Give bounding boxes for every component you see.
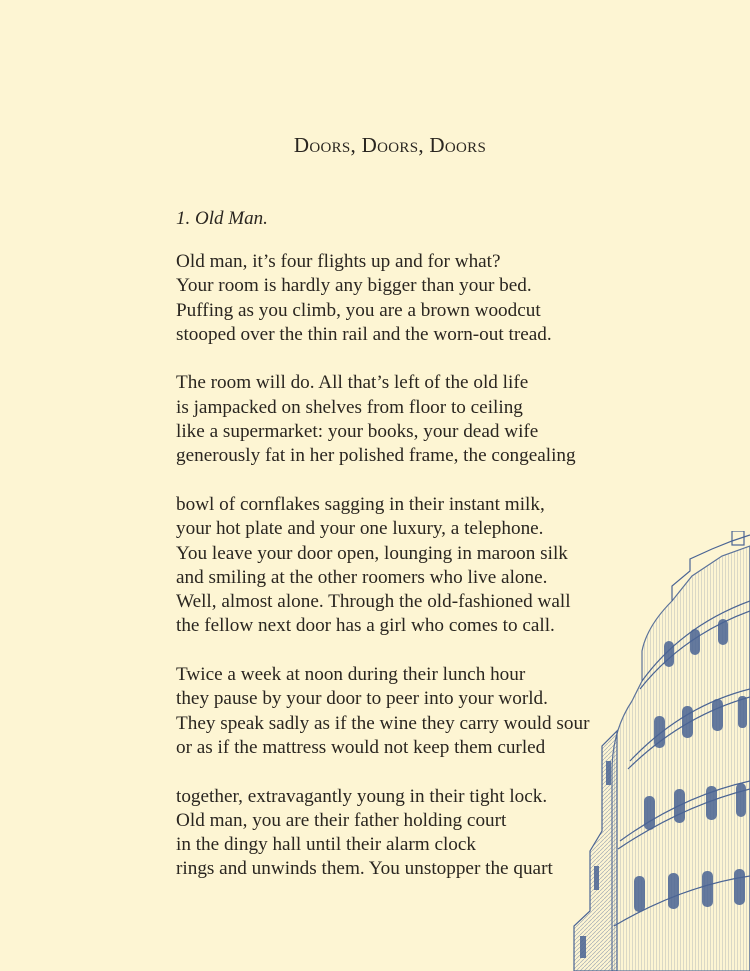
poem-line: your hot plate and your one luxury, a telephone. xyxy=(176,518,544,540)
stanza xyxy=(176,250,616,347)
poem-line: generously fat in her polished frame, the congealing xyxy=(176,445,576,467)
poem-line: they pause by your door to peer into your world. xyxy=(176,688,548,710)
poem-line: together, extravagantly young in their tight lock. xyxy=(176,785,548,807)
stanza xyxy=(176,785,616,882)
poem-line: like a supermarket: your books, your dead wife xyxy=(176,421,539,443)
stanza xyxy=(176,493,616,639)
poem-line: bowl of cornflakes sagging in their instant milk, xyxy=(176,493,545,515)
poem-line: stooped over the thin rail and the worn-out tread. xyxy=(176,323,552,345)
poem-body xyxy=(176,250,616,906)
poem-line: the fellow next door has a girl who comes to call. xyxy=(176,615,555,637)
poem-line: is jampacked on shelves from floor to ceiling xyxy=(176,396,523,418)
poem-line: Old man, it’s four flights up and for what? xyxy=(176,251,501,272)
poem-title: Doors, Doors, Doors xyxy=(293,133,487,157)
poem-line: rings and unwinds them. You unstopper the quart xyxy=(176,858,553,880)
poem-line: or as if the mattress would not keep them curled xyxy=(176,736,546,758)
poem-line: The room will do. All that’s left of the old life xyxy=(176,372,529,394)
poem-line: Puffing as you climb, you are a brown woodcut xyxy=(176,299,541,321)
poem-line: You leave your door open, lounging in maroon silk xyxy=(176,542,568,564)
poem-line: They speak sadly as if the wine they carry would sour xyxy=(176,712,590,734)
poem-line: and smiling at the other roomers who live alone. xyxy=(176,566,548,588)
poem-line: Your room is hardly any bigger than your bed. xyxy=(176,275,532,297)
section-heading: 1. Old Man. xyxy=(176,208,268,229)
poem-line: Well, almost alone. Through the old-fashioned wall xyxy=(176,591,571,613)
poem-line: in the dingy hall until their alarm clock xyxy=(176,834,476,856)
stanza xyxy=(176,663,616,760)
building-engraving-icon xyxy=(572,531,750,971)
stanza xyxy=(176,371,616,468)
poem-line: Twice a week at noon during their lunch hour xyxy=(176,664,526,686)
poem-line: Old man, you are their father holding court xyxy=(176,809,507,831)
